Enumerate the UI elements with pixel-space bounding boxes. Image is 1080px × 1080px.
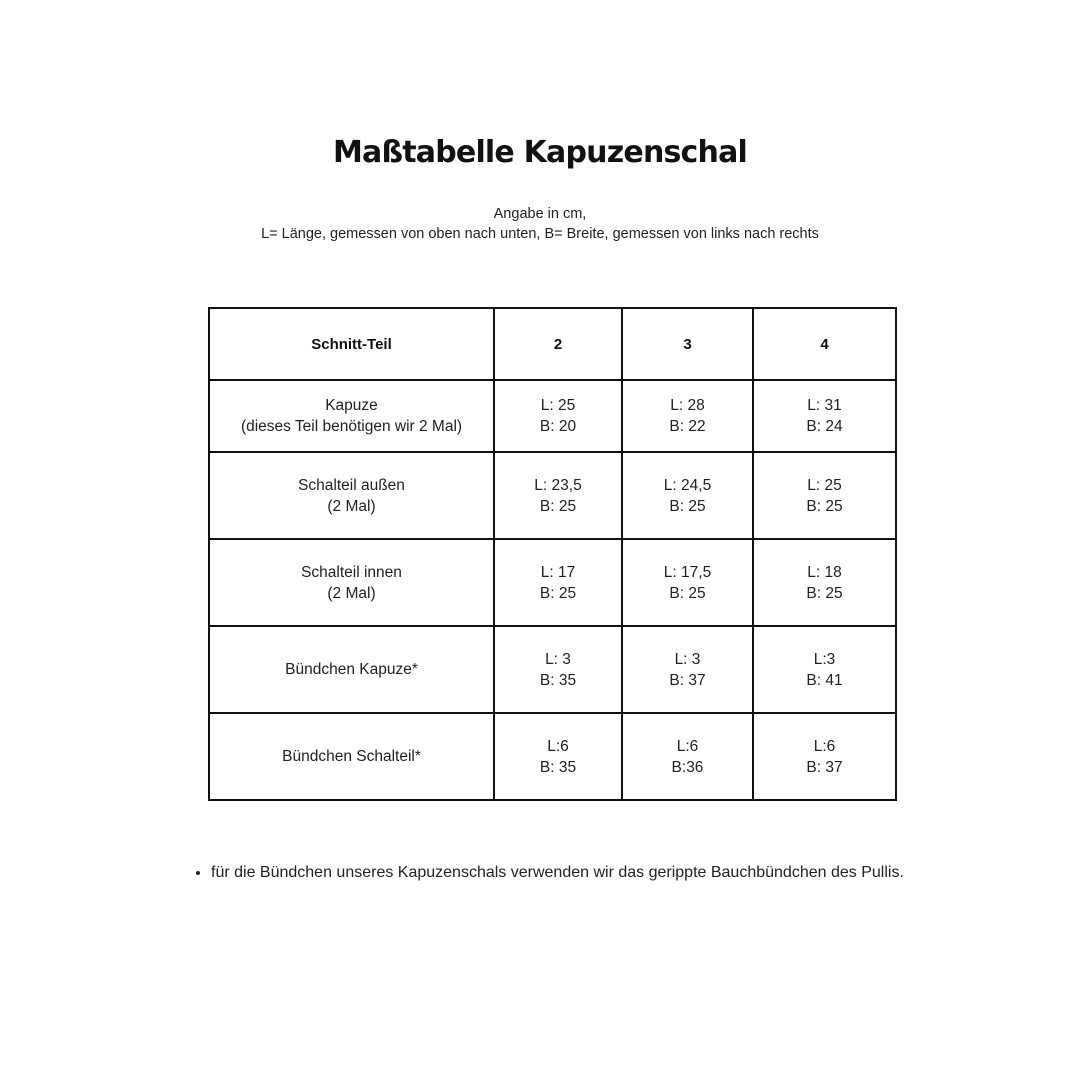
legend-note: L= Länge, gemessen von oben nach unten, B= Breite, gemessen von links nach rechts bbox=[261, 226, 819, 242]
length-value: L: 23,5 bbox=[534, 476, 582, 494]
header-part: Schnitt-Teil bbox=[209, 308, 494, 380]
length-value: L: 17,5 bbox=[663, 563, 712, 581]
part-cell bbox=[209, 380, 494, 452]
table-row bbox=[209, 626, 896, 713]
value-cell bbox=[753, 626, 896, 713]
length-value: L:6 bbox=[547, 737, 569, 755]
part-name: Schalteil innen bbox=[301, 563, 402, 581]
value-cell bbox=[622, 452, 753, 539]
value-cell bbox=[753, 380, 896, 452]
part-note: (2 Mal) bbox=[327, 497, 376, 515]
value-cell bbox=[494, 452, 622, 539]
width-value: B:36 bbox=[671, 758, 704, 776]
value-cell bbox=[753, 713, 896, 800]
header-size-3: 3 bbox=[622, 308, 753, 380]
width-value: B: 25 bbox=[806, 584, 843, 602]
table-row bbox=[209, 452, 896, 539]
part-name: Bündchen Kapuze* bbox=[285, 661, 418, 678]
length-value: L: 25 bbox=[807, 476, 842, 494]
header-size-2: 2 bbox=[494, 308, 622, 380]
table-row bbox=[209, 539, 896, 626]
part-note: (2 Mal) bbox=[327, 584, 376, 602]
value-cell bbox=[753, 539, 896, 626]
footnote-list bbox=[193, 862, 1061, 884]
table-row bbox=[209, 713, 896, 800]
length-value: L: 3 bbox=[545, 650, 571, 668]
part-cell bbox=[209, 713, 494, 800]
width-value: B: 37 bbox=[806, 758, 843, 776]
width-value: B: 41 bbox=[806, 671, 843, 689]
value-cell bbox=[622, 713, 753, 800]
part-note: (dieses Teil benötigen wir 2 Mal) bbox=[240, 418, 463, 435]
table-header-row bbox=[209, 308, 896, 380]
width-value: B: 22 bbox=[669, 418, 706, 435]
length-value: L:6 bbox=[813, 737, 836, 755]
length-value: L:3 bbox=[813, 650, 836, 668]
length-value: L: 25 bbox=[540, 397, 576, 414]
part-cell bbox=[209, 626, 494, 713]
value-cell bbox=[494, 626, 622, 713]
width-value: B: 25 bbox=[669, 584, 706, 602]
value-cell bbox=[494, 539, 622, 626]
length-value: L:6 bbox=[676, 737, 699, 755]
width-value: B: 35 bbox=[539, 758, 577, 776]
width-value: B: 37 bbox=[669, 671, 706, 689]
table-row bbox=[209, 380, 896, 452]
width-value: B: 24 bbox=[806, 418, 843, 435]
list-item: • für die Bündchen unseres Kapuzenschals verwenden wir das gerippte Bauchbündchen des Pullis. bbox=[211, 862, 1061, 884]
length-value: L: 28 bbox=[670, 397, 705, 414]
part-name: Kapuze bbox=[325, 397, 378, 414]
value-cell bbox=[622, 539, 753, 626]
width-value: B: 25 bbox=[806, 497, 843, 515]
width-value: B: 35 bbox=[539, 671, 577, 689]
value-cell bbox=[622, 380, 753, 452]
part-cell bbox=[209, 539, 494, 626]
unit-note: Angabe in cm, bbox=[493, 206, 587, 222]
size-table-container bbox=[208, 307, 897, 801]
page-title: Maßtabelle Kapuzenschal bbox=[332, 135, 748, 170]
measurement-note bbox=[0, 204, 1080, 244]
part-name: Bündchen Schalteil* bbox=[282, 748, 421, 765]
width-value: B: 25 bbox=[539, 497, 577, 515]
size-table bbox=[208, 307, 897, 801]
value-cell bbox=[753, 452, 896, 539]
width-value: B: 20 bbox=[539, 418, 577, 435]
value-cell bbox=[622, 626, 753, 713]
length-value: L: 18 bbox=[807, 563, 842, 581]
length-value: L: 24,5 bbox=[663, 476, 712, 494]
width-value: B: 25 bbox=[669, 497, 706, 515]
value-cell bbox=[494, 380, 622, 452]
value-cell bbox=[494, 713, 622, 800]
part-cell bbox=[209, 452, 494, 539]
header-size-4: 4 bbox=[753, 308, 896, 380]
length-value: L: 31 bbox=[807, 397, 842, 414]
part-name: Schalteil außen bbox=[298, 476, 405, 494]
length-value: L: 17 bbox=[540, 563, 576, 581]
width-value: B: 25 bbox=[539, 584, 577, 602]
length-value: L: 3 bbox=[674, 650, 701, 668]
